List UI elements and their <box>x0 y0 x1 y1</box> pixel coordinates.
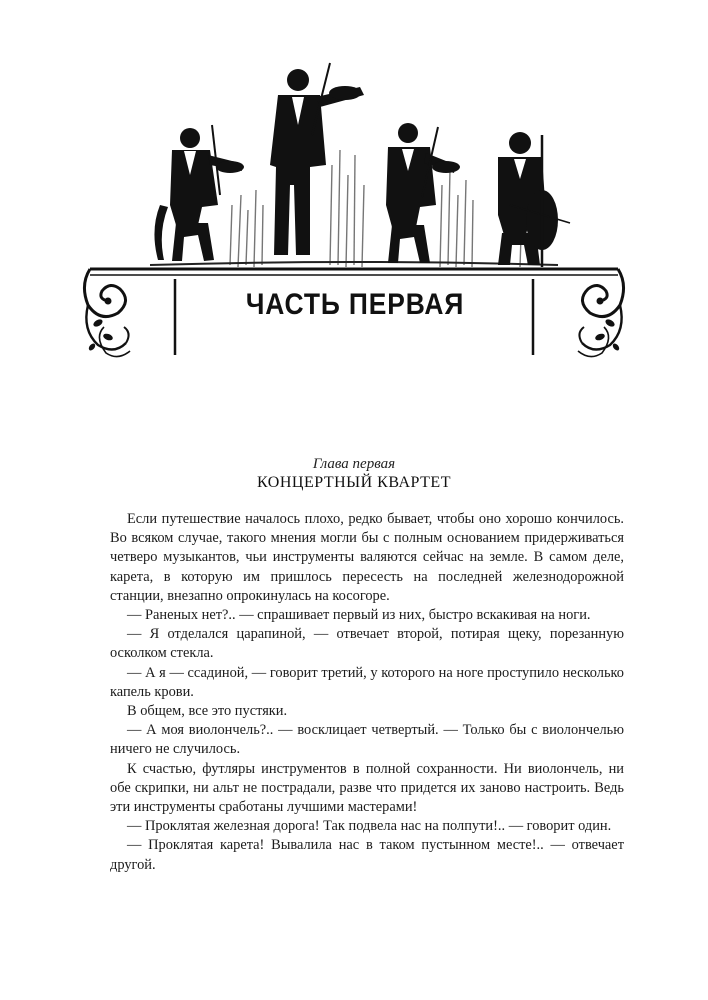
paragraph: Если путешествие началось плохо, редко бывает, чтобы оно хорошо кончилось. Во всяком случае, такого мнения могли бы с полным основанием придерживаться четверо музыкантов, чьи инструменты валяются сейчас на земле. В самом деле, карета, в которую им пришлось пересесть на последней железнодорожной станции, внезапно опрокинулась на косогоре. <box>110 511 624 604</box>
cellist-figure <box>498 132 570 267</box>
paragraph: — Проклятая железная дорога! Так подвела нас на полпути!.. — говорит один. <box>127 818 612 835</box>
paragraph: — Я отделался царапиной, — отвечает второй, потирая щеку, порезанную осколком стекла. <box>110 626 624 662</box>
part-title: ЧАСТЬ ПЕРВАЯ <box>245 288 465 321</box>
chapter-label: Глава первая <box>312 456 396 472</box>
paragraph: — Раненых нет?.. — спрашивает первый из них, быстро вскакивая на ноги. <box>127 607 591 624</box>
paragraph: В общем, все это пустяки. <box>127 703 288 720</box>
leaf-ornaments <box>88 318 621 352</box>
paragraph: — Проклятая карета! Вывалила нас в таком пустынном месте!.. — отвечает другой. <box>110 837 624 873</box>
chapter-body <box>110 510 624 875</box>
paragraph: К счастью, футляры инструментов в полной сохранности. Ни виолончель, ни обе скрипки, ни альт не пострадали, разве что придется их заново настроить. Ведь эти инструменты сработаны лучшими мастерами! <box>110 760 624 816</box>
chapter-title: КОНЦЕРТНЫЙ КВАРТЕТ <box>257 474 451 491</box>
violinist-standing-figure <box>270 63 364 255</box>
paragraph: — А я — ссадиной, — говорит третий, у которого на ноге проступило несколько капель крови. <box>110 664 624 700</box>
paragraph: — А моя виолончель?.. — восклицает четвертый. — Только бы с виолончелью ничего не случилось. <box>110 722 624 758</box>
